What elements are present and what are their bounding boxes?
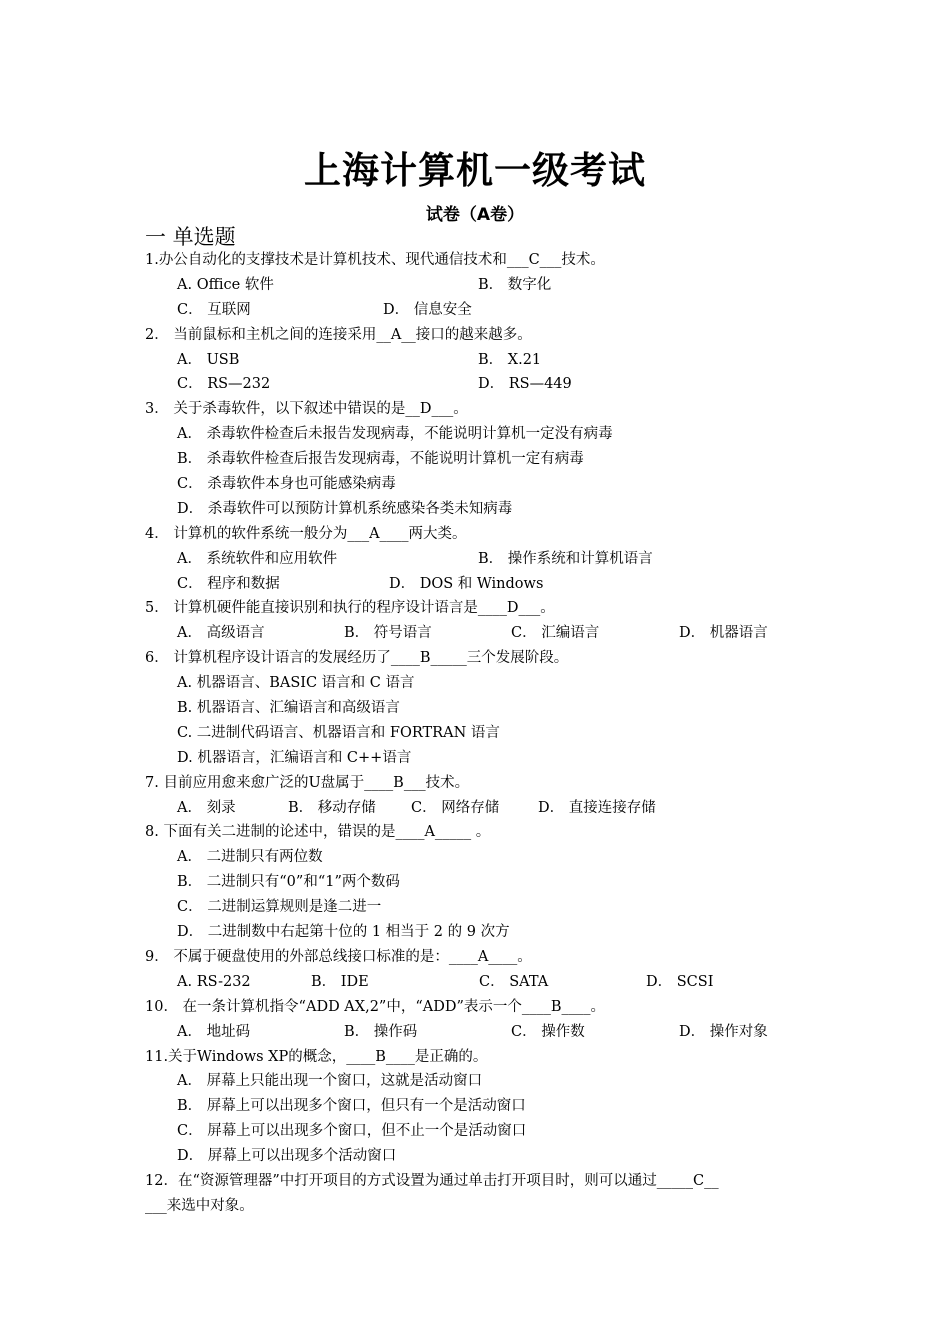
question-5: 5． 计算机硬件能直接识别和执行的程序设计语言是____D___。	[145, 600, 555, 617]
question-1: 1.办公自动化的支撑技术是计算机技术、现代通信技术和___C___技术。	[145, 252, 605, 268]
question-10: 10． 在一条计算机指令“ADD AX,2”中，“ADD”表示一个____B____。	[145, 998, 606, 1015]
question-7: 7. 目前应用愈来愈广泛的U盘属于____B___技术。	[145, 774, 470, 791]
question-8-option-b: B． 二进制只有“0”和“1”两个数码	[177, 874, 400, 891]
question-11-option-b: B． 屏幕上可以出现多个窗口，但只有一个是活动窗口	[177, 1098, 526, 1115]
question-12-continuation: ___来选中对象。	[145, 1197, 254, 1214]
question-9-option-d: D． SCSI	[646, 973, 714, 990]
question-4-options-row-1	[145, 547, 825, 572]
question-11-option-c: C． 屏幕上可以出现多个窗口，但不止一个是活动窗口	[177, 1123, 527, 1140]
question-3-option-c: C． 杀毒软件本身也可能感染病毒	[177, 476, 396, 493]
question-3-option-d: D． 杀毒软件可以预防计算机系统感染各类未知病毒	[177, 500, 513, 517]
page-title: 上海计算机一级考试	[304, 149, 646, 192]
question-5-options-row	[145, 621, 825, 646]
question-2: 2． 当前鼠标和主机之间的连接采用__A__接口的越来越多。	[145, 326, 532, 343]
question-2-option-b: B． X.21	[478, 351, 542, 368]
question-1-option-b: B． 数字化	[478, 276, 552, 293]
question-1-option-d: D． 信息安全	[383, 301, 472, 318]
question-6-option-d: D. 机器语言，汇编语言和 C++语言	[177, 749, 412, 766]
question-9-option-c: C． SATA	[479, 973, 549, 990]
question-1-option-a: A. Office 软件	[177, 276, 274, 293]
question-9-option-b: B． IDE	[311, 973, 369, 990]
question-4-option-d: D． DOS 和 Windows	[389, 575, 544, 592]
question-4: 4． 计算机的软件系统一般分为___A____两大类。	[145, 525, 467, 542]
section-heading: 一 单选题	[145, 225, 236, 249]
question-11-option-a: A． 屏幕上只能出现一个窗口，这就是活动窗口	[177, 1073, 483, 1090]
question-4-option-a: A． 系统软件和应用软件	[177, 550, 338, 567]
question-1-options-row-1	[145, 273, 825, 298]
question-10-option-b: B． 操作码	[344, 1023, 418, 1040]
question-8-option-d: D． 二进制数中右起第十位的 1 相当于 2 的 9 次方	[177, 924, 510, 941]
question-3-option-b: B． 杀毒软件检查后报告发现病毒，不能说明计算机一定有病毒	[177, 451, 584, 468]
question-7-option-c: C． 网络存储	[411, 799, 500, 816]
question-8: 8. 下面有关二进制的论述中，错误的是____A_____ 。	[145, 824, 491, 841]
question-6-option-a: A. 机器语言、BASIC 语言和 C 语言	[177, 675, 415, 692]
question-10-options-row	[145, 1020, 825, 1045]
question-6: 6． 计算机程序设计语言的发展经历了____B_____三个发展阶段。	[145, 650, 569, 667]
question-5-option-b: B． 符号语言	[344, 625, 432, 642]
question-2-option-a: A． USB	[177, 351, 240, 368]
question-11: 11.关于Windows XP的概念，____B____是正确的。	[145, 1048, 488, 1065]
question-11-option-d: D． 屏幕上可以出现多个活动窗口	[177, 1148, 397, 1165]
question-8-option-c: C． 二进制运算规则是逢二进一	[177, 899, 382, 916]
page-subtitle: 试卷（A卷）	[425, 205, 525, 225]
question-9-options-row	[145, 970, 825, 995]
question-3: 3． 关于杀毒软件，以下叙述中错误的是__D___。	[145, 401, 468, 418]
question-4-option-c: C． 程序和数据	[177, 575, 280, 592]
question-7-options-row	[145, 796, 825, 821]
question-8-option-a: A． 二进制只有两位数	[177, 849, 323, 866]
question-1-options-row-2	[145, 298, 825, 323]
question-2-option-c: C． RS—232	[177, 376, 271, 393]
question-10-option-c: C． 操作数	[511, 1023, 585, 1040]
question-5-option-c: C． 汇编语言	[511, 625, 600, 642]
question-4-option-b: B． 操作系统和计算机语言	[478, 550, 653, 567]
question-2-options-row-2	[145, 372, 825, 397]
question-6-option-b: B. 机器语言、汇编语言和高级语言	[177, 700, 400, 717]
question-9: 9． 不属于硬盘使用的外部总线接口标准的是：____A____。	[145, 948, 532, 965]
question-3-option-a: A． 杀毒软件检查后未报告发现病毒，不能说明计算机一定没有病毒	[177, 426, 613, 443]
question-6-option-c: C. 二进制代码语言、机器语言和 FORTRAN 语言	[177, 724, 500, 741]
question-10-option-a: A． 地址码	[177, 1023, 251, 1040]
question-12: 12．在“资源管理器”中打开项目的方式设置为通过单击打开项目时，则可以通过_____C__	[145, 1172, 719, 1189]
question-2-option-d: D． RS—449	[478, 376, 572, 393]
question-9-option-a: A. RS-232	[177, 973, 251, 990]
question-5-option-d: D． 机器语言	[679, 625, 768, 642]
question-10-option-d: D． 操作对象	[679, 1023, 768, 1040]
question-7-option-b: B． 移动存储	[288, 799, 376, 816]
question-1-option-c: C． 互联网	[177, 301, 251, 318]
question-7-option-a: A． 刻录	[177, 799, 236, 816]
question-7-option-d: D． 直接连接存储	[538, 799, 656, 816]
question-2-options-row-1	[145, 348, 825, 373]
question-4-options-row-2	[145, 572, 825, 597]
question-5-option-a: A． 高级语言	[177, 625, 265, 642]
question-list	[145, 248, 825, 1219]
